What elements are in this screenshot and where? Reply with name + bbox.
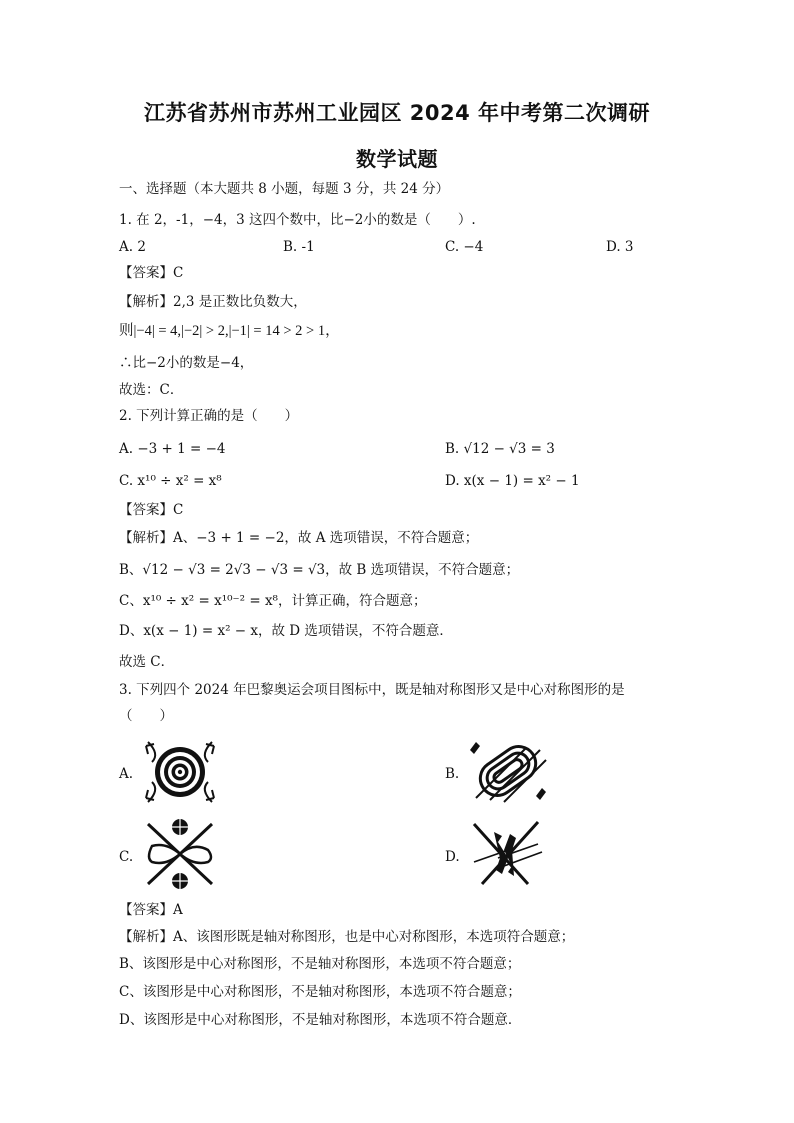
q2-answer: 【答案】C [119, 502, 184, 518]
page-title: 江苏省苏州市苏州工业园区 2024 年中考第二次调研 [143, 101, 651, 125]
page-subtitle: 数学试题 [356, 147, 438, 171]
q1-option-c: C. −4 [445, 239, 484, 255]
q3-option-d-label: D. [445, 849, 460, 865]
q1-option-a: A. 2 [119, 239, 146, 255]
q2-analysis-5: 故选 C． [119, 654, 175, 670]
basketball-3x3-icon [142, 818, 218, 890]
q1-option-b: B. -1 [283, 239, 315, 255]
q2-option-c: C. x¹⁰ ÷ x² = x⁸ [119, 473, 222, 489]
q2-stem: 2. 下列计算正确的是（ ） [119, 408, 299, 424]
q2-analysis-2: B、√12 − √3 = 2√3 − √3 = √3，故 B 选项错误，不符合题意； [119, 562, 520, 578]
q1-option-d: D. 3 [606, 239, 634, 255]
q2-analysis-1: 【解析】A、−3 + 1 = −2，故 A 选项错误，不符合题意； [119, 530, 479, 546]
q3-stem-paren: （ ） [119, 708, 173, 724]
athletics-track-icon [468, 738, 548, 804]
q2-analysis-3: C、x¹⁰ ÷ x² = x¹⁰⁻² = x⁸，计算正确，符合题意； [119, 593, 427, 609]
q2-option-d: D. x(x − 1) = x² − 1 [445, 473, 580, 489]
q1-stem: 1. 在 2，-1，−4，3 这四个数中，比−2小的数是（ ）. [119, 212, 476, 228]
q3-analysis-4: D、该图形是中心对称图形，不是轴对称图形，本选项不符合题意． [119, 1012, 522, 1028]
q1-analysis-1: 【解析】2,3 是正数比负数大， [119, 294, 307, 310]
q3-analysis-3: C、该图形是中心对称图形，不是轴对称图形，本选项不符合题意； [119, 984, 521, 1000]
fencing-icon [468, 818, 544, 888]
q3-option-a-label: A. [119, 766, 134, 782]
q3-option-b-label: B. [445, 766, 460, 782]
q1-analysis-2: 则|−4| = 4,|−2| > 2,|−1| = 14 > 2 > 1， [119, 323, 340, 339]
q3-option-c-label: C. [119, 849, 134, 865]
q2-option-b: B. √12 − √3 = 3 [445, 441, 555, 457]
q1-analysis-3: ∴比−2小的数是−4， [119, 355, 254, 371]
q1-answer: 【答案】C [119, 265, 184, 281]
q3-analysis-2: B、该图形是中心对称图形，不是轴对称图形，本选项不符合题意； [119, 956, 521, 972]
q3-analysis-1: 【解析】A、该图形既是轴对称图形，也是中心对称图形，本选项符合题意； [119, 929, 575, 945]
q2-analysis-4: D、x(x − 1) = x² − x，故 D 选项错误，不符合题意． [119, 623, 453, 639]
section-heading: 一、选择题（本大题共 8 小题，每题 3 分，共 24 分） [119, 181, 450, 197]
q3-answer: 【答案】A [119, 902, 183, 918]
q1-analysis-4: 故选：C． [119, 382, 184, 398]
q2-option-a: A. −3 + 1 = −4 [119, 441, 226, 457]
archery-target-icon [140, 738, 220, 806]
q3-stem: 3. 下列四个 2024 年巴黎奥运会项目图标中，既是轴对称图形又是中心对称图形的是 [119, 682, 625, 698]
